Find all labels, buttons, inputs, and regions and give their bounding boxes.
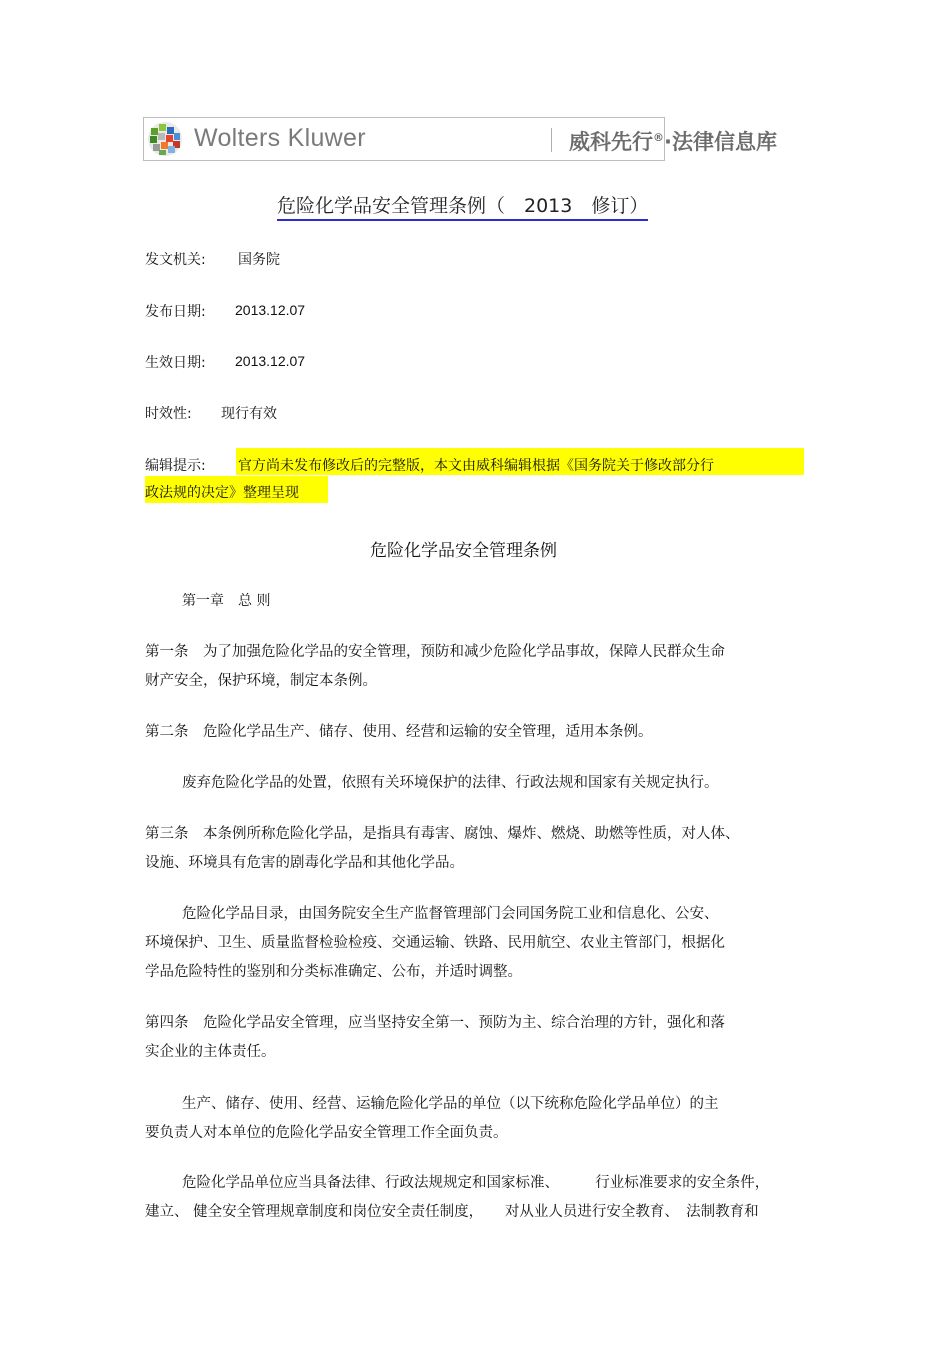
body-line: 第四条 危险化学品安全管理，应当坚持安全第一、预防为主、综合治理的方针，强化和落 xyxy=(145,1015,725,1031)
body-line: 第二条 危险化学品生产、储存、使用、经营和运输的安全管理，适用本条例。 xyxy=(145,724,653,740)
editor-note-label: 编辑提示: xyxy=(145,458,206,474)
brand-name-cn: 威科先行®·法律信息库 xyxy=(569,130,777,154)
effective-date-value: 2013.12.07 xyxy=(235,353,306,369)
body-line: 环境保护、卫生、质量监督检验检疫、交通运输、铁路、民用航空、农业主管部门，根据化 xyxy=(145,935,725,951)
logo-banner xyxy=(143,117,777,161)
editor-note-line-1: 官方尚未发布修改后的完整版，本文由威科编辑根据《国务院关于修改部分行 xyxy=(238,458,714,474)
publish-date-value: 2013.12.07 xyxy=(235,302,306,318)
logo-divider xyxy=(551,128,552,152)
wolters-kluwer-mosaic-icon xyxy=(147,121,183,157)
brand-name-en: Wolters Kluwer xyxy=(194,124,366,152)
body-line: 设施、环境具有危害的剧毒化学品和其他化学品。 xyxy=(145,855,464,871)
regulation-subtitle: 危险化学品安全管理条例 xyxy=(370,541,557,561)
body-line: 建立、 健全安全管理规章制度和岗位安全责任制度， 对从业人员进行安全教育、 法制教育和 xyxy=(145,1204,759,1220)
effective-date-label: 生效日期: xyxy=(145,355,206,371)
body-line: 废弃危险化学品的处置，依照有关环境保护的法律、行政法规和国家有关规定执行。 xyxy=(182,775,719,791)
chapter-heading: 第一章 总 则 xyxy=(182,593,271,609)
validity-value: 现行有效 xyxy=(221,406,277,422)
body-line: 财产安全，保护环境，制定本条例。 xyxy=(145,673,377,689)
body-line: 第三条 本条例所称危险化学品，是指具有毒害、腐蚀、爆炸、燃烧、助燃等性质，对人体、 xyxy=(145,826,740,842)
issuer-label: 发文机关: xyxy=(145,252,206,268)
editor-note-line-2: 政法规的决定》整理呈现 xyxy=(145,485,299,501)
body-line: 危险化学品目录，由国务院安全生产监督管理部门会同国务院工业和信息化、公安、 xyxy=(182,906,719,922)
body-line: 危险化学品单位应当具备法律、行政法规规定和国家标准、 行业标准要求的安全条件， xyxy=(182,1175,770,1191)
body-line: 学品危险特性的鉴别和分类标准确定、公布，并适时调整。 xyxy=(145,964,522,980)
body-line: 生产、储存、使用、经营、运输危险化学品的单位（以下统称危险化学品单位）的主 xyxy=(182,1096,719,1112)
body-line: 要负责人对本单位的危险化学品安全管理工作全面负责。 xyxy=(145,1125,508,1141)
publish-date-label: 发布日期: xyxy=(145,304,206,320)
issuer-value: 国务院 xyxy=(238,252,280,268)
validity-label: 时效性: xyxy=(145,406,192,422)
body-line: 第一条 为了加强危险化学品的安全管理，预防和减少危险化学品事故，保障人民群众生命 xyxy=(145,644,725,660)
body-line: 实企业的主体责任。 xyxy=(145,1044,276,1060)
document-title[interactable]: 危险化学品安全管理条例（ 2013 修订） xyxy=(277,191,648,221)
